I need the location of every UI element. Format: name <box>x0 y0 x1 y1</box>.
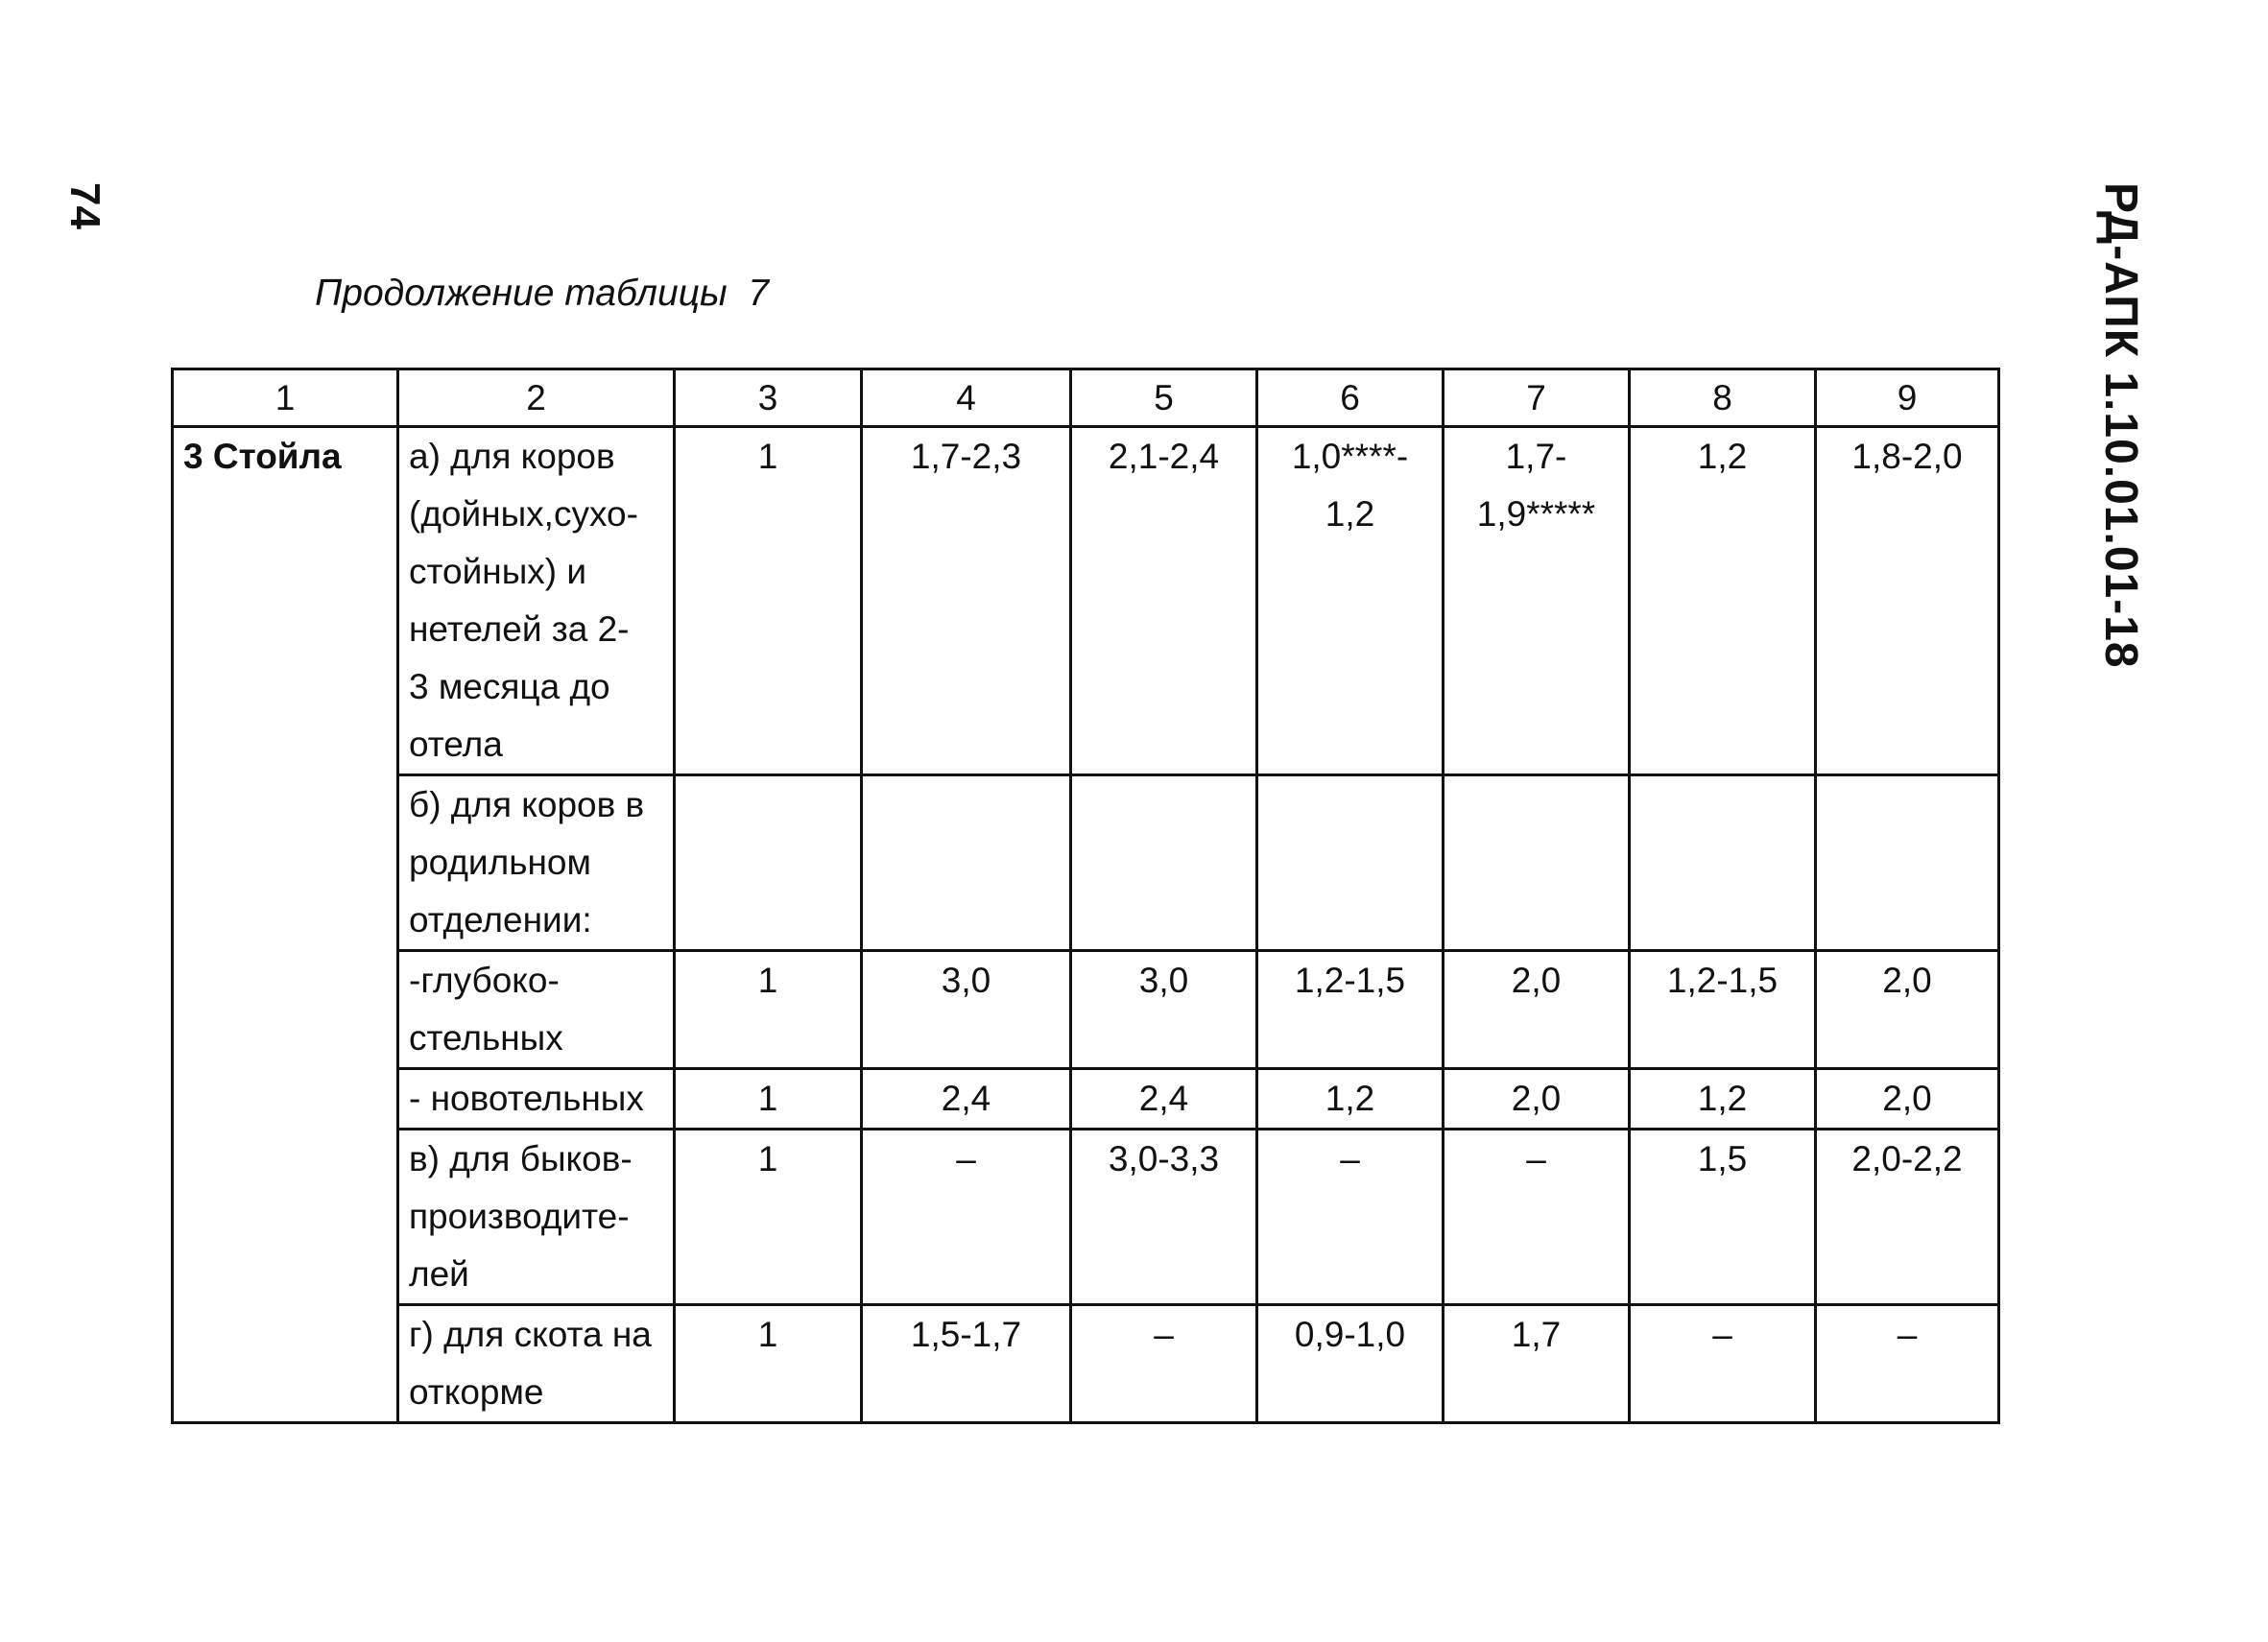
table-row <box>173 1069 1999 1130</box>
value-cell: 2,0-2,2 <box>1816 1130 1999 1305</box>
row-label-line: откорме <box>409 1372 544 1412</box>
value-line: 1,2 <box>1325 494 1375 534</box>
row-label-line: отела <box>409 725 503 764</box>
value-cell: 1,2 <box>1630 1069 1816 1130</box>
row-label-line: стельных <box>409 1018 563 1058</box>
row-label-line: г) для скота на <box>409 1315 652 1354</box>
value-cell: 2,4 <box>1071 1069 1257 1130</box>
header-cell: 1 <box>173 369 398 427</box>
header-cell: 7 <box>1444 369 1630 427</box>
value-cell: – <box>1444 1130 1630 1305</box>
value-cell: 1 <box>675 427 862 775</box>
value-cell <box>1630 775 1816 951</box>
value-cell: 1,2 <box>1630 427 1816 775</box>
row-label-line: а) для коров <box>409 437 615 476</box>
header-cell: 8 <box>1630 369 1816 427</box>
row-label-line: производите- <box>409 1197 630 1236</box>
value-cell: – <box>862 1130 1071 1305</box>
table-row <box>173 427 1999 775</box>
value-cell: 1,5 <box>1630 1130 1816 1305</box>
value-cell: 1,2-1,5 <box>1257 951 1444 1069</box>
page-number: 74 <box>61 182 108 229</box>
row-label-cell <box>398 1305 675 1423</box>
row-label-line: - новотельных <box>409 1079 644 1118</box>
value-cell: – <box>1630 1305 1816 1423</box>
value-cell: 3,0-3,3 <box>1071 1130 1257 1305</box>
value-line: 1,9***** <box>1476 494 1596 534</box>
value-cell: 2,4 <box>862 1069 1071 1130</box>
value-cell: 3,0 <box>862 951 1071 1069</box>
value-cell <box>1816 775 1999 951</box>
value-cell: 1,7-2,3 <box>862 427 1071 775</box>
value-cell <box>1257 775 1444 951</box>
row-label-line: отделении: <box>409 900 592 940</box>
row-label-line: лей <box>409 1254 469 1294</box>
value-line: 1,7- <box>1505 437 1567 476</box>
value-cell <box>1257 427 1444 775</box>
row-label-line: б) для коров в <box>409 785 645 824</box>
value-cell: 2,0 <box>1444 951 1630 1069</box>
row-label-line: в) для быков- <box>409 1139 633 1178</box>
header-cell: 3 <box>675 369 862 427</box>
row-label-cell <box>398 951 675 1069</box>
document-code: РД-АПК 1.10.01.01-18 <box>2095 182 2146 669</box>
row-label-line: (дойных,сухо- <box>409 494 638 534</box>
value-cell: – <box>1257 1130 1444 1305</box>
row-label-line: нетелей за 2- <box>409 609 630 649</box>
value-cell: 2,1-2,4 <box>1071 427 1257 775</box>
row-label-cell <box>398 775 675 951</box>
value-cell <box>862 775 1071 951</box>
value-cell: 0,9-1,0 <box>1257 1305 1444 1423</box>
header-cell: 9 <box>1816 369 1999 427</box>
value-cell: 2,0 <box>1816 1069 1999 1130</box>
header-cell: 5 <box>1071 369 1257 427</box>
table-row <box>173 951 1999 1069</box>
value-cell <box>1444 427 1630 775</box>
value-cell <box>1444 775 1630 951</box>
table-row <box>173 1305 1999 1423</box>
value-cell <box>1071 775 1257 951</box>
table-caption: Продолжение таблицы 7 <box>315 273 770 314</box>
header-cell: 4 <box>862 369 1071 427</box>
value-cell: 1 <box>675 951 862 1069</box>
value-cell: – <box>1071 1305 1257 1423</box>
row-label-cell <box>398 1069 675 1130</box>
row-label-line: -глубоко- <box>409 961 560 1000</box>
value-cell <box>675 775 862 951</box>
value-cell: 1 <box>675 1130 862 1305</box>
value-cell: 2,0 <box>1816 951 1999 1069</box>
header-cell: 2 <box>398 369 675 427</box>
value-cell: – <box>1816 1305 1999 1423</box>
table-row <box>173 1130 1999 1305</box>
value-cell: 1,7 <box>1444 1305 1630 1423</box>
group-label-cell: 3 Стойла <box>173 427 398 1423</box>
table-header-row <box>173 369 1999 427</box>
value-cell: 1,5-1,7 <box>862 1305 1071 1423</box>
value-cell: 1,8-2,0 <box>1816 427 1999 775</box>
value-cell: 1 <box>675 1305 862 1423</box>
value-cell: 3,0 <box>1071 951 1257 1069</box>
data-table <box>171 368 2000 1424</box>
value-line: 1,0****- <box>1291 437 1409 476</box>
value-cell: 1,2-1,5 <box>1630 951 1816 1069</box>
row-label-line: 3 месяца до <box>409 667 610 706</box>
value-cell: 2,0 <box>1444 1069 1630 1130</box>
header-cell: 6 <box>1257 369 1444 427</box>
row-label-cell <box>398 1130 675 1305</box>
value-cell: 1 <box>675 1069 862 1130</box>
row-label-cell <box>398 427 675 775</box>
row-label-line: родильном <box>409 843 591 882</box>
row-label-line: стойных) и <box>409 552 587 591</box>
table-row <box>173 775 1999 951</box>
value-cell: 1,2 <box>1257 1069 1444 1130</box>
